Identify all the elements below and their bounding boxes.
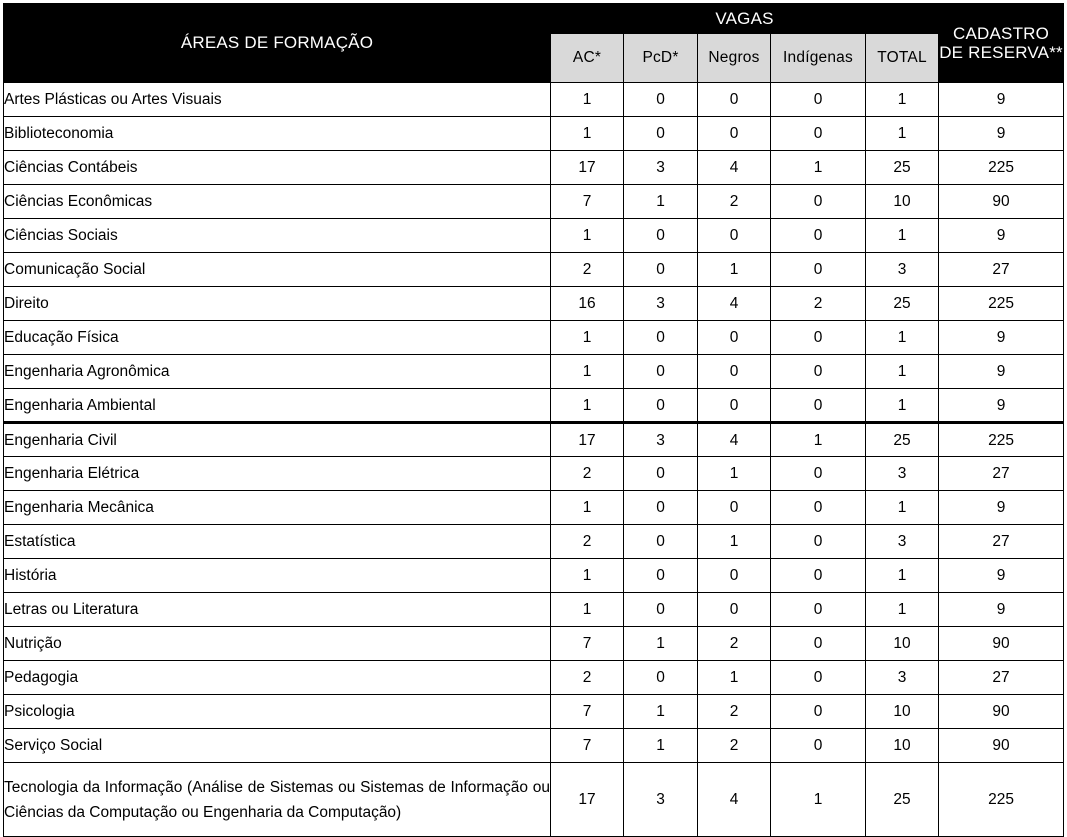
- cell-total: 25: [866, 763, 939, 837]
- cell-indigenas: 0: [771, 219, 866, 253]
- cell-indigenas: 0: [771, 525, 866, 559]
- cell-ac: 1: [551, 491, 624, 525]
- cell-total: 1: [866, 83, 939, 117]
- cell-pcd: 0: [624, 525, 698, 559]
- cell-pcd: 0: [624, 491, 698, 525]
- cell-negros: 0: [698, 355, 771, 389]
- cell-area-de-formacao: Engenharia Civil: [4, 423, 551, 457]
- table-row: [4, 423, 1064, 457]
- cell-negros: 4: [698, 423, 771, 457]
- cell-total: 1: [866, 389, 939, 423]
- cell-negros: 2: [698, 627, 771, 661]
- cell-total: 25: [866, 423, 939, 457]
- column-header-ac: AC*: [551, 34, 624, 83]
- cell-area-de-formacao: Engenharia Elétrica: [4, 457, 551, 491]
- cell-indigenas: 0: [771, 491, 866, 525]
- cell-pcd: 0: [624, 219, 698, 253]
- cell-cadastro-reserva: 225: [939, 287, 1064, 321]
- cell-cadastro-reserva: 27: [939, 525, 1064, 559]
- column-header-total: TOTAL: [866, 34, 939, 83]
- cell-indigenas: 0: [771, 83, 866, 117]
- cell-total: 25: [866, 151, 939, 185]
- cell-indigenas: 1: [771, 151, 866, 185]
- cell-total: 1: [866, 219, 939, 253]
- cell-cadastro-reserva: 9: [939, 117, 1064, 151]
- cell-negros: 1: [698, 525, 771, 559]
- table-body: [4, 83, 1064, 837]
- cell-pcd: 0: [624, 253, 698, 287]
- cell-negros: 4: [698, 287, 771, 321]
- cell-ac: 17: [551, 763, 624, 837]
- table-row: [4, 559, 1064, 593]
- cell-area-de-formacao: Estatística: [4, 525, 551, 559]
- cell-pcd: 3: [624, 287, 698, 321]
- cell-area-de-formacao: Artes Plásticas ou Artes Visuais: [4, 83, 551, 117]
- cell-pcd: 0: [624, 321, 698, 355]
- cell-negros: 0: [698, 559, 771, 593]
- table-row: [4, 321, 1064, 355]
- table-row: [4, 185, 1064, 219]
- table-row: [4, 593, 1064, 627]
- column-group-header-vagas: VAGAS: [551, 4, 939, 34]
- column-header-areas-de-formacao: ÁREAS DE FORMAÇÃO: [4, 4, 551, 83]
- table-row: [4, 491, 1064, 525]
- cell-cadastro-reserva: 27: [939, 661, 1064, 695]
- cell-total: 10: [866, 185, 939, 219]
- cell-area-de-formacao: Engenharia Mecânica: [4, 491, 551, 525]
- cell-total: 1: [866, 321, 939, 355]
- cell-ac: 1: [551, 355, 624, 389]
- cell-pcd: 0: [624, 457, 698, 491]
- cell-area-de-formacao: Pedagogia: [4, 661, 551, 695]
- cell-ac: 1: [551, 219, 624, 253]
- cell-total: 10: [866, 729, 939, 763]
- table-row: [4, 695, 1064, 729]
- cell-negros: 4: [698, 763, 771, 837]
- cell-negros: 0: [698, 117, 771, 151]
- cell-indigenas: 0: [771, 661, 866, 695]
- cell-pcd: 1: [624, 729, 698, 763]
- cell-indigenas: 1: [771, 423, 866, 457]
- table-row: [4, 389, 1064, 423]
- cell-area-de-formacao: Ciências Econômicas: [4, 185, 551, 219]
- cell-pcd: 1: [624, 185, 698, 219]
- cell-total: 1: [866, 117, 939, 151]
- cell-cadastro-reserva: 9: [939, 389, 1064, 423]
- cell-negros: 2: [698, 695, 771, 729]
- cell-ac: 2: [551, 661, 624, 695]
- cell-negros: 0: [698, 219, 771, 253]
- cell-negros: 4: [698, 151, 771, 185]
- cell-total: 1: [866, 355, 939, 389]
- cell-total: 3: [866, 525, 939, 559]
- cell-cadastro-reserva: 9: [939, 219, 1064, 253]
- cell-ac: 7: [551, 695, 624, 729]
- cell-total: 1: [866, 491, 939, 525]
- column-header-cadastro-de-reserva: CADASTRO DE RESERVA**: [939, 4, 1064, 83]
- cell-cadastro-reserva: 90: [939, 695, 1064, 729]
- cell-cadastro-reserva: 225: [939, 423, 1064, 457]
- cell-negros: 0: [698, 593, 771, 627]
- cell-cadastro-reserva: 9: [939, 593, 1064, 627]
- cell-cadastro-reserva: 225: [939, 763, 1064, 837]
- cell-negros: 1: [698, 253, 771, 287]
- cell-ac: 17: [551, 151, 624, 185]
- cell-indigenas: 0: [771, 355, 866, 389]
- cell-area-de-formacao: Tecnologia da Informação (Análise de Sistemas ou Sistemas de Informação ou Ciências da Computação ou Engenharia da Computação): [4, 763, 551, 837]
- cell-ac: 7: [551, 185, 624, 219]
- header-row-top: [4, 4, 1064, 34]
- cell-total: 3: [866, 253, 939, 287]
- cell-pcd: 0: [624, 389, 698, 423]
- table-row: [4, 525, 1064, 559]
- table-row: [4, 627, 1064, 661]
- cell-cadastro-reserva: 90: [939, 185, 1064, 219]
- cell-pcd: 0: [624, 593, 698, 627]
- cell-indigenas: 0: [771, 627, 866, 661]
- cell-pcd: 0: [624, 559, 698, 593]
- cell-cadastro-reserva: 225: [939, 151, 1064, 185]
- cell-indigenas: 0: [771, 593, 866, 627]
- cell-indigenas: 2: [771, 287, 866, 321]
- cell-indigenas: 0: [771, 117, 866, 151]
- cell-area-de-formacao: Comunicação Social: [4, 253, 551, 287]
- cell-pcd: 1: [624, 627, 698, 661]
- cell-ac: 1: [551, 117, 624, 151]
- cell-cadastro-reserva: 9: [939, 355, 1064, 389]
- cell-pcd: 3: [624, 763, 698, 837]
- cell-cadastro-reserva: 9: [939, 321, 1064, 355]
- cell-pcd: 1: [624, 695, 698, 729]
- cell-area-de-formacao: Ciências Contábeis: [4, 151, 551, 185]
- cell-area-de-formacao: Nutrição: [4, 627, 551, 661]
- cell-cadastro-reserva: 27: [939, 457, 1064, 491]
- cell-cadastro-reserva: 27: [939, 253, 1064, 287]
- cell-area-de-formacao: Psicologia: [4, 695, 551, 729]
- table-row: [4, 83, 1064, 117]
- table-row: [4, 355, 1064, 389]
- cell-pcd: 0: [624, 83, 698, 117]
- cell-ac: 1: [551, 559, 624, 593]
- cell-indigenas: 0: [771, 185, 866, 219]
- cell-indigenas: 1: [771, 763, 866, 837]
- cell-total: 1: [866, 593, 939, 627]
- cell-negros: 2: [698, 729, 771, 763]
- cell-pcd: 3: [624, 151, 698, 185]
- cell-area-de-formacao: Biblioteconomia: [4, 117, 551, 151]
- cell-negros: 0: [698, 491, 771, 525]
- cell-area-de-formacao: História: [4, 559, 551, 593]
- cell-area-de-formacao: Engenharia Ambiental: [4, 389, 551, 423]
- cell-cadastro-reserva: 9: [939, 491, 1064, 525]
- cell-ac: 7: [551, 729, 624, 763]
- cell-negros: 1: [698, 661, 771, 695]
- table-row: [4, 253, 1064, 287]
- cell-area-de-formacao: Serviço Social: [4, 729, 551, 763]
- cell-ac: 16: [551, 287, 624, 321]
- table-row: [4, 729, 1064, 763]
- cell-total: 3: [866, 661, 939, 695]
- table-row: [4, 661, 1064, 695]
- cell-ac: 2: [551, 525, 624, 559]
- table-header: [4, 4, 1064, 83]
- cell-pcd: 3: [624, 423, 698, 457]
- vacancies-table: [3, 3, 1064, 837]
- cell-ac: 1: [551, 593, 624, 627]
- table-row: [4, 219, 1064, 253]
- cell-indigenas: 0: [771, 389, 866, 423]
- column-header-indigenas: Indígenas: [771, 34, 866, 83]
- cell-negros: 0: [698, 83, 771, 117]
- column-header-pcd: PcD*: [624, 34, 698, 83]
- table-row: [4, 117, 1064, 151]
- cell-cadastro-reserva: 90: [939, 729, 1064, 763]
- cell-cadastro-reserva: 90: [939, 627, 1064, 661]
- cell-total: 10: [866, 695, 939, 729]
- cell-indigenas: 0: [771, 729, 866, 763]
- cell-area-de-formacao: Letras ou Literatura: [4, 593, 551, 627]
- cell-pcd: 0: [624, 355, 698, 389]
- cell-negros: 0: [698, 389, 771, 423]
- cell-indigenas: 0: [771, 321, 866, 355]
- cell-ac: 1: [551, 83, 624, 117]
- table-row: [4, 457, 1064, 491]
- cell-cadastro-reserva: 9: [939, 559, 1064, 593]
- cell-ac: 7: [551, 627, 624, 661]
- table-row: [4, 151, 1064, 185]
- cell-indigenas: 0: [771, 253, 866, 287]
- cell-total: 10: [866, 627, 939, 661]
- cell-total: 1: [866, 559, 939, 593]
- cell-indigenas: 0: [771, 457, 866, 491]
- cell-ac: 2: [551, 457, 624, 491]
- cell-total: 25: [866, 287, 939, 321]
- cell-ac: 1: [551, 321, 624, 355]
- cell-negros: 1: [698, 457, 771, 491]
- cell-ac: 17: [551, 423, 624, 457]
- cell-area-de-formacao: Educação Física: [4, 321, 551, 355]
- cell-pcd: 0: [624, 661, 698, 695]
- column-header-negros: Negros: [698, 34, 771, 83]
- cell-indigenas: 0: [771, 559, 866, 593]
- cell-total: 3: [866, 457, 939, 491]
- cell-ac: 1: [551, 389, 624, 423]
- cell-area-de-formacao: Direito: [4, 287, 551, 321]
- cell-pcd: 0: [624, 117, 698, 151]
- table-row: [4, 763, 1064, 837]
- cell-cadastro-reserva: 9: [939, 83, 1064, 117]
- cell-negros: 2: [698, 185, 771, 219]
- cell-area-de-formacao: Engenharia Agronômica: [4, 355, 551, 389]
- cell-negros: 0: [698, 321, 771, 355]
- cell-area-de-formacao: Ciências Sociais: [4, 219, 551, 253]
- cell-indigenas: 0: [771, 695, 866, 729]
- cell-ac: 2: [551, 253, 624, 287]
- table-row: [4, 287, 1064, 321]
